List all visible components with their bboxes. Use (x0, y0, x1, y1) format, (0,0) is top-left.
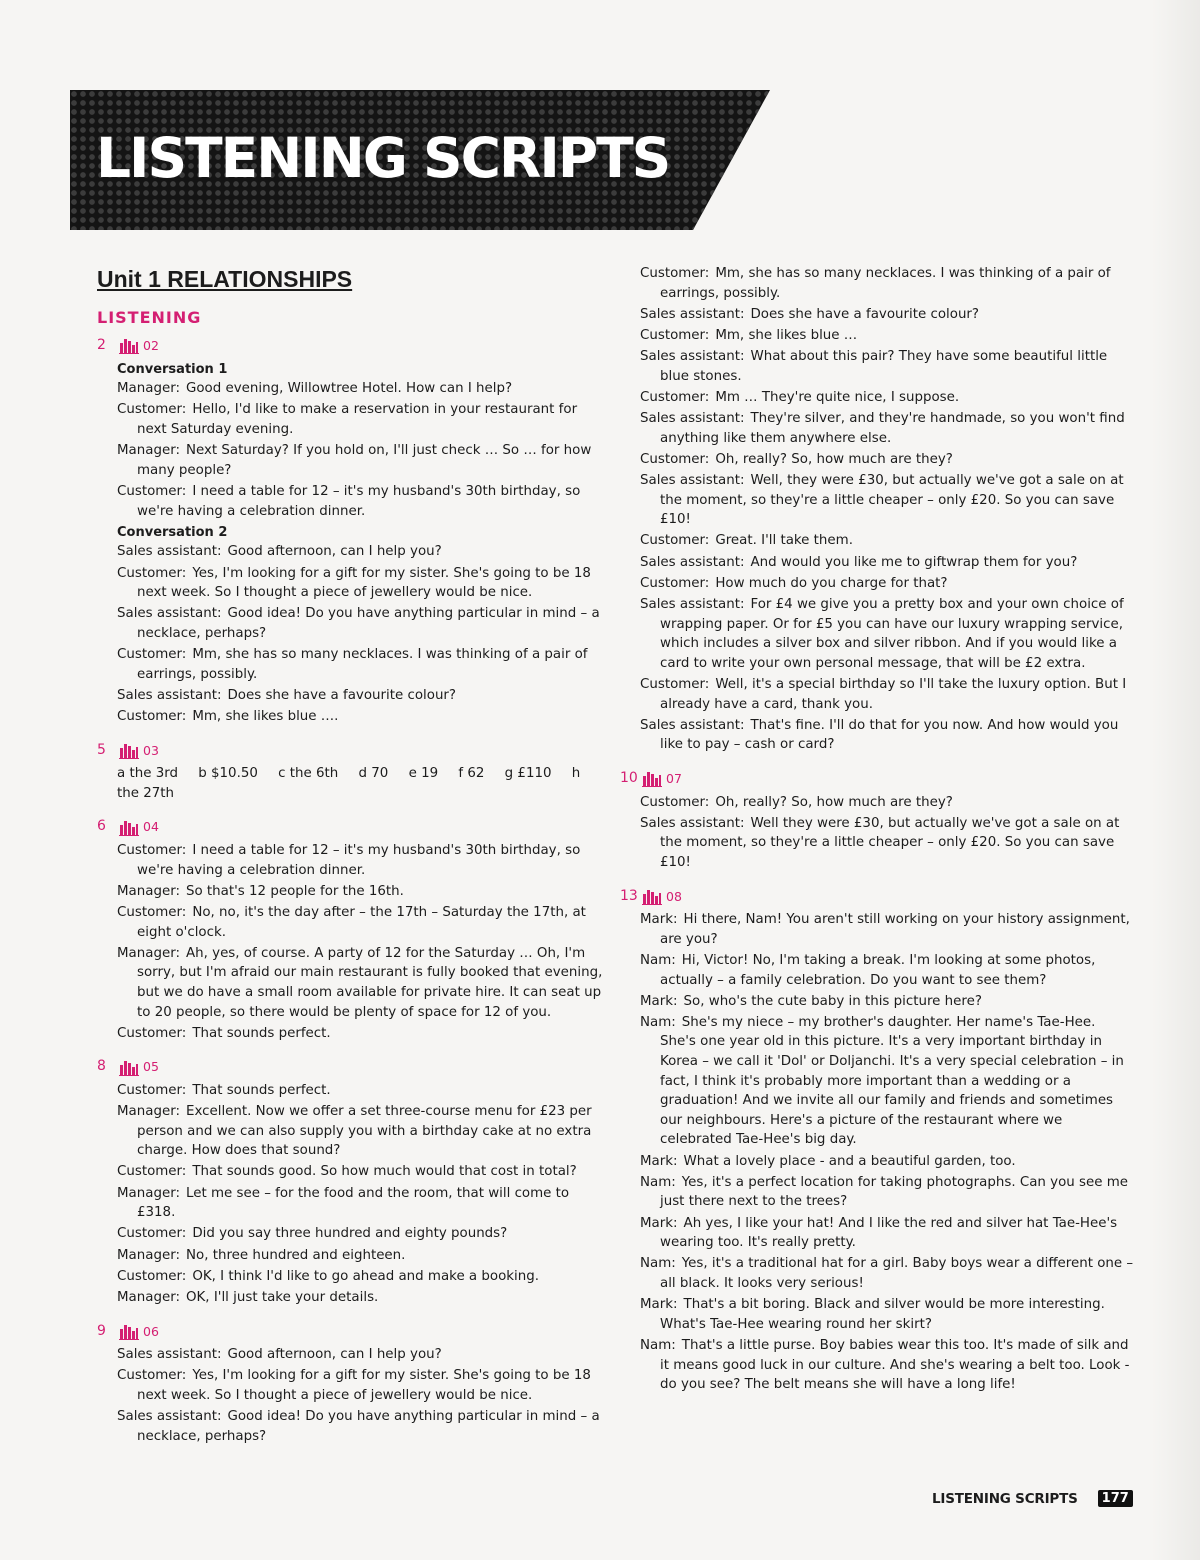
dialogue-text: That's a bit boring. Black and silver would be more interesting. What's Tae-Hee wearing round her skirt? (660, 1297, 1105, 1332)
dialogue-line (117, 1224, 605, 1244)
dialogue-line (117, 1366, 605, 1405)
speaker-name: Sales assistant: (640, 597, 745, 613)
dialogue-text: So that's 12 people for the 16th. (185, 883, 404, 899)
dialogue-line (640, 1336, 1135, 1395)
dialogue-line (640, 595, 1135, 673)
dialogue-text: Hello, I'd like to make a reservation in your restaurant for next Saturday evening. (137, 402, 578, 437)
dialogue-line (117, 1288, 605, 1308)
dialogue-text: Good idea! Do you have anything particular in mind – a necklace, perhaps? (137, 1409, 600, 1444)
conversation-label: Conversation 1 (117, 361, 228, 377)
dialogue-text: That's fine. I'll do that for you now. And how would you like to pay – cash or card? (660, 717, 1119, 753)
dialogue-line (117, 707, 605, 727)
exercise-number: 10 (620, 769, 638, 786)
dialogue-line (640, 574, 1135, 594)
exercise-number: 6 (97, 818, 106, 835)
speaker-name: Sales assistant: (640, 815, 745, 831)
dialogue-line (640, 409, 1135, 448)
speaker-name: Manager: (117, 1290, 180, 1305)
dialogue-text: Does she have a favourite colour? (227, 687, 457, 703)
page-number: 177 (1098, 1490, 1133, 1507)
dialogue-text: Let me see – for the food and the room, that will come to £318. (137, 1185, 570, 1221)
audio-track-icon (119, 742, 139, 759)
dialogue-text: Mm, she has so many necklaces. I was thinking of a pair of earrings, possibly. (137, 647, 588, 682)
dialogue-text: Next Saturday? If you hold on, I'll just check … So … for how many people? (137, 443, 592, 478)
script-block (117, 360, 605, 727)
speaker-name: Customer: (117, 1368, 187, 1384)
dialogue-line (117, 903, 605, 942)
dialogue-line (640, 347, 1135, 386)
dialogue-line (117, 441, 605, 480)
exercise-number: 9 (97, 1322, 106, 1339)
dialogue-line (640, 531, 1135, 551)
conversation-label: Conversation 2 (117, 524, 228, 540)
dialogue-line (117, 604, 605, 643)
dialogue-line (640, 471, 1135, 530)
speaker-name: Sales assistant: (640, 473, 745, 489)
dialogue-text: Good afternoon, can I help you? (227, 544, 442, 560)
speaker-name: Customer: (640, 794, 710, 810)
speaker-name: Sales assistant: (117, 606, 222, 622)
dialogue-text: That's a little purse. Boy babies wear this too. It's made of silk and it means good luck in our culture. And she's wearing a belt too. Look - do you see? The belt means she will have a long life! (660, 1337, 1130, 1393)
track-heading (620, 769, 1135, 789)
exercise-number: 2 (97, 337, 106, 353)
speaker-name: Sales assistant: (117, 1409, 222, 1425)
speaker-name: Nam: (640, 952, 676, 968)
dialogue-text: Mm, she likes blue …. (192, 709, 339, 725)
dialogue-line (117, 379, 605, 399)
dialogue-text: They're silver, and they're handmade, so you won't find anything like them anywhere else. (660, 411, 1125, 446)
unit-title: Unit 1 RELATIONSHIPS (97, 266, 353, 292)
speaker-name: Customer: (640, 451, 710, 467)
dialogue-text: Hi, Victor! No, I'm taking a break. I'm looking at some photos, actually – a family celebration. Do you want to see them? (660, 952, 1096, 988)
speaker-name: Manager: (117, 1185, 180, 1201)
dialogue-text: Excellent. Now we offer a set three-course menu for £23 per person and we can also supply you with a birthday cake at no extra charge. How does that sound? (137, 1104, 592, 1159)
speaker-name: Manager: (117, 945, 180, 961)
dialogue-line (117, 686, 605, 706)
audio-track-icon (119, 1059, 139, 1076)
dialogue-line (117, 1267, 605, 1287)
dialogue-line (117, 1407, 605, 1446)
answer-item: f 62 (458, 766, 485, 782)
dialogue-line (640, 910, 1135, 949)
track-heading (97, 1057, 605, 1077)
track-heading (620, 887, 1135, 907)
dialogue-line (117, 1024, 605, 1044)
speaker-name: Customer: (117, 843, 187, 858)
dialogue-text: Did you say three hundred and eighty pounds? (192, 1226, 508, 1242)
answer-item: e 19 (408, 766, 439, 782)
dialogue-text: How much do you charge for that? (715, 575, 948, 591)
speaker-name: Customer: (117, 1025, 187, 1041)
dialogue-text: Oh, really? So, how much are they? (715, 451, 953, 467)
section-heading: LISTENING (97, 308, 202, 327)
dialogue-line (640, 951, 1135, 990)
speaker-name: Customer: (640, 266, 710, 281)
exercise-number: 8 (97, 1058, 106, 1075)
speaker-name: Customer: (117, 402, 187, 418)
dialogue-line (117, 1081, 605, 1101)
dialogue-line (117, 882, 605, 902)
dialogue-text: Does she have a favourite colour? (750, 306, 980, 322)
dialogue-text: Oh, really? So, how much are they? (715, 794, 953, 810)
dialogue-line (117, 944, 605, 1022)
speaker-name: Nam: (640, 1337, 676, 1353)
dialogue-text: I need a table for 12 – it's my husband's 30th birthday, so we're having a celebration dinner. (137, 843, 581, 878)
footer-label: LISTENING SCRIPTS (932, 1490, 1078, 1507)
speaker-name: Sales assistant: (117, 544, 222, 560)
speaker-name: Sales assistant: (640, 411, 745, 427)
answer-item: c the 6th (278, 766, 339, 782)
track-number: 02 (143, 338, 159, 353)
speaker-name: Customer: (640, 389, 710, 405)
dialogue-text: Mm, she likes blue … (715, 327, 858, 343)
dialogue-text: No, three hundred and eighteen. (185, 1247, 406, 1263)
dialogue-text: Mm … They're quite nice, I suppose. (715, 389, 960, 405)
dialogue-line (117, 1162, 605, 1182)
left-column-body (97, 336, 605, 1446)
dialogue-line (640, 1152, 1135, 1172)
dialogue-line (640, 1214, 1135, 1253)
speaker-name: Nam: (640, 1256, 676, 1272)
dialogue-text: Well they were £30, but actually we've got a sale on at the moment, so they're a little cheaper – only £20. So you can save £10! (660, 815, 1120, 870)
speaker-name: Customer: (640, 677, 710, 692)
speaker-name: Sales assistant: (117, 687, 222, 703)
speaker-name: Customer: (117, 709, 187, 725)
speaker-name: Sales assistant: (640, 554, 745, 570)
track-number: 04 (143, 819, 159, 835)
dialogue-text: Ah, yes, of course. A party of 12 for the Saturday … Oh, I'm sorry, but I'm afraid our main restaurant is fully booked that evening, but we do have a small room available for private hire. It can seat up to 20 people, so there would be plenty of space for 12 of you. (137, 945, 603, 1020)
track-number: 05 (143, 1059, 159, 1075)
dialogue-text: Good afternoon, can I help you? (227, 1347, 442, 1363)
dialogue-line (117, 542, 605, 562)
dialogue-line (117, 1184, 605, 1223)
script-block (117, 1081, 605, 1308)
speaker-name: Sales assistant: (640, 717, 745, 733)
speaker-name: Customer: (117, 904, 187, 920)
speaker-name: Nam: (640, 1174, 676, 1190)
page-title: LISTENING SCRIPTS (96, 126, 670, 190)
speaker-name: Customer: (117, 1164, 187, 1180)
dialogue-line (640, 1173, 1135, 1212)
track-number: 03 (143, 742, 159, 758)
dialogue-text: Mm, she has so many necklaces. I was thinking of a pair of earrings, possibly. (660, 266, 1111, 301)
track-number: 06 (143, 1323, 159, 1339)
page-edge (1152, 0, 1200, 1560)
audio-track-icon (119, 1323, 139, 1340)
dialogue-line (117, 1246, 605, 1266)
right-column (620, 264, 1135, 1396)
right-column-body (620, 264, 1135, 1395)
dialogue-text: OK, I think I'd like to go ahead and make a booking. (192, 1268, 539, 1284)
dialogue-line (640, 326, 1135, 346)
exercise-number: 13 (620, 887, 638, 904)
speaker-name: Customer: (640, 533, 710, 549)
speaker-name: Manager: (117, 1247, 180, 1263)
script-block (640, 264, 1135, 755)
dialogue-line (640, 305, 1135, 325)
track-number: 07 (666, 770, 682, 786)
speaker-name: Sales assistant: (640, 306, 745, 322)
dialogue-text: And would you like me to giftwrap them for you? (750, 554, 1078, 570)
script-block (117, 841, 605, 1043)
dialogue-text: Yes, I'm looking for a gift for my sister. She's going to be 18 next week. So I thought a piece of jewellery would be nice. (137, 565, 591, 601)
dialogue-line (640, 388, 1135, 408)
dialogue-text: Well, it's a special birthday so I'll take the luxury option. But I already have a card, thank you. (660, 677, 1127, 712)
dialogue-text: Yes, it's a perfect location for taking photographs. Can you see me just there next to the trees? (660, 1174, 1129, 1210)
dialogue-line (117, 645, 605, 684)
speaker-name: Customer: (117, 1268, 187, 1284)
audio-track-icon (642, 888, 662, 905)
script-block (117, 1345, 605, 1446)
speaker-name: Mark: (640, 1215, 678, 1231)
audio-track-icon (119, 819, 139, 836)
speaker-name: Customer: (117, 1082, 187, 1098)
dialogue-line (640, 1013, 1135, 1150)
speaker-name: Customer: (117, 1226, 187, 1242)
answer-list (117, 764, 605, 803)
dialogue-line (117, 400, 605, 439)
dialogue-text: Good evening, Willowtree Hotel. How can I help? (185, 381, 513, 397)
dialogue-text: Yes, I'm looking for a gift for my sister. She's going to be 18 next week. So I thought a piece of jewellery would be nice. (137, 1368, 591, 1403)
dialogue-line (117, 841, 605, 880)
dialogue-line (640, 1295, 1135, 1334)
dialogue-text: OK, I'll just take your details. (185, 1290, 379, 1305)
dialogue-line (640, 793, 1135, 813)
dialogue-text: That sounds perfect. (192, 1025, 331, 1041)
track-heading (97, 1322, 605, 1342)
speaker-name: Mark: (640, 993, 678, 1009)
answer-item: a the 3rd (117, 766, 178, 782)
answer-item: g £110 (504, 766, 552, 782)
dialogue-text: What about this pair? They have some beautiful little blue stones. (660, 349, 1108, 384)
dialogue-line (640, 450, 1135, 470)
speaker-name: Sales assistant: (640, 349, 745, 365)
dialogue-text: For £4 we give you a pretty box and your own choice of wrapping paper. Or for £5 you can have our luxury wrapping service, which includes a silver box and silver ribbon. And if you would like a card to write your own personal message, that will be £2 extra. (660, 597, 1124, 671)
dialogue-line (640, 675, 1135, 714)
dialogue-text: That sounds perfect. (192, 1082, 331, 1098)
answer-item: b $10.50 (198, 766, 258, 782)
audio-track-icon (642, 770, 662, 787)
dialogue-text: That sounds good. So how much would that cost in total? (192, 1164, 577, 1180)
dialogue-line (640, 264, 1135, 303)
track-heading (97, 336, 605, 356)
speaker-name: Customer: (117, 565, 187, 581)
dialogue-text: No, no, it's the day after – the 17th – Saturday the 17th, at eight o'clock. (137, 904, 586, 940)
dialogue-text: Good idea! Do you have anything particular in mind – a necklace, perhaps? (137, 606, 600, 641)
dialogue-text: What a lovely place - and a beautiful garden, too. (683, 1153, 1016, 1169)
dialogue-text: Yes, it's a traditional hat for a girl. Baby boys wear a different one – all black. It looks very serious! (660, 1256, 1134, 1291)
speaker-name: Customer: (117, 483, 187, 499)
dialogue-line (117, 482, 605, 521)
speaker-name: Manager: (117, 443, 180, 459)
dialogue-line (640, 1254, 1135, 1293)
speaker-name: Customer: (640, 575, 710, 591)
script-block (640, 793, 1135, 873)
speaker-name: Mark: (640, 1297, 678, 1313)
speaker-name: Customer: (117, 647, 187, 663)
dialogue-text: So, who's the cute baby in this picture here? (683, 993, 982, 1009)
speaker-name: Manager: (117, 1104, 180, 1120)
track-number: 08 (666, 888, 682, 904)
dialogue-line (117, 564, 605, 603)
speaker-name: Manager: (117, 381, 180, 397)
script-block (640, 910, 1135, 1395)
speaker-name: Nam: (640, 1014, 676, 1030)
dialogue-line (640, 716, 1135, 755)
dialogue-text: Great. I'll take them. (715, 533, 853, 549)
dialogue-text: Hi there, Nam! You aren't still working on your history assignment, are you? (660, 912, 1130, 947)
dialogue-line (117, 1345, 605, 1365)
left-column (97, 264, 605, 1448)
answer-item: h the 27th (117, 766, 581, 801)
exercise-number: 5 (97, 741, 106, 758)
dialogue-line (640, 814, 1135, 873)
answer-item: d 70 (358, 766, 389, 782)
dialogue-text: She's my niece – my brother's daughter. Her name's Tae-Hee. She's one year old in this picture. It's a very important birthday in Korea – we call it 'Dol' or Doljanchi. It's a very special celebration – in fact, I think it's probably more important than a wedding or a graduation! And we invite all our family and friends and sometimes our neighbours. Here's a picture of the restaurant where we celebrated Tae-Hee's big day. (660, 1014, 1124, 1148)
track-heading (97, 817, 605, 837)
page-footer (932, 1490, 1133, 1507)
dialogue-line (640, 992, 1135, 1012)
dialogue-line (117, 1102, 605, 1161)
speaker-name: Mark: (640, 1153, 678, 1169)
speaker-name: Manager: (117, 883, 180, 899)
speaker-name: Customer: (640, 327, 710, 343)
dialogue-text: Well, they were £30, but actually we've got a sale on at the moment, so they're a little cheaper – only £20. So you can save £10! (660, 473, 1124, 528)
audio-track-icon (119, 337, 139, 354)
dialogue-line (640, 553, 1135, 573)
dialogue-text: Ah yes, I like your hat! And I like the red and silver hat Tae-Hee's wearing too. It's really pretty. (660, 1215, 1118, 1251)
dialogue-text: I need a table for 12 – it's my husband's 30th birthday, so we're having a celebration dinner. (137, 483, 581, 519)
speaker-name: Mark: (640, 912, 678, 928)
track-heading (97, 741, 605, 761)
speaker-name: Sales assistant: (117, 1347, 222, 1363)
